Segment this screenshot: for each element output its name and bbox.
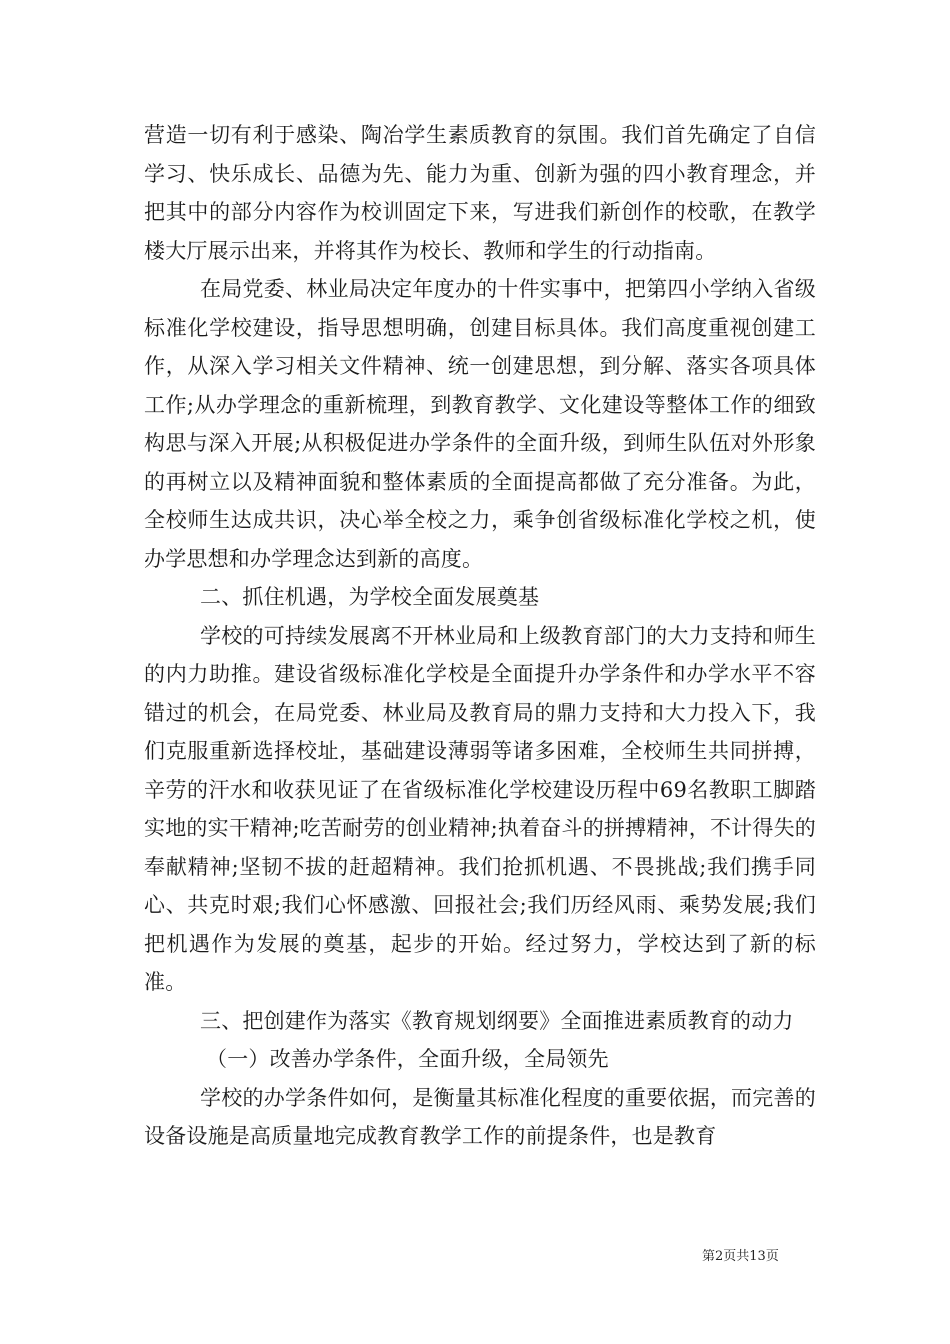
subsection-heading-1: （一）改善办学条件，全面升级，全局领先 (206, 1047, 609, 1071)
section-heading-3: 三、把创建作为落实《教育规划纲要》全面推进素质教育的动力 (200, 1008, 794, 1033)
page-number-footer: 第2页共13页 (702, 1249, 779, 1264)
section-heading-2: 二、抓住机遇，为学校全面发展奠基 (200, 585, 540, 609)
paragraph-7: 学校的办学条件如何，是衡量其标准化程度的重要依据，而完善的设备设施是高质量地完成教育教学工作的前提条件，也是教育 (144, 1085, 816, 1148)
document-body (144, 116, 816, 1156)
paragraph-2: 在局党委、林业局决定年度办的十件实事中，把第四小学纳入省级标准化学校建设，指导思想明确，创建目标具体。我们高度重视创建工作，从深入学习相关文件精神、统一创建思想，到分解、落实各项具体工作;从办学理念的重新梳理，到教育教学、文化建设等整体工作的细致构思与深入开展;从积极促进办学条件的全面升级，到师生队伍对外形象的再树立以及精神面貌和整体素质的全面提高都做了充分准备。为此，全校师生达成共识，决心举全校之力，乘争创省级标准化学校之机，使办学思想和办学理念达到新的高度。 (144, 277, 816, 571)
paragraph-4: 学校的可持续发展离不开林业局和上级教育部门的大力支持和师生的内力助推。建设省级标准化学校是全面提升办学条件和办学水平不容错过的机会，在局党委、林业局及教育局的鼎力支持和大力投入下，我们克服重新选择校址，基础建设薄弱等诸多困难，全校师生共同拼搏，辛劳的汗水和收获见证了在省级标准化学校建设历程中69名教职工脚踏实地的实干精神;吃苦耐劳的创业精神;执着奋斗的拼搏精神，不计得失的奉献精神;坚韧不拔的赶超精神。我们抢抓机遇、不畏挑战;我们携手同心、共克时艰;我们心怀感激、回报社会;我们历经风雨、乘势发展;我们把机遇作为发展的奠基，起步的开始。经过努力，学校达到了新的标准。 (144, 623, 816, 994)
paragraph-1: 营造一切有利于感染、陶冶学生素质教育的氛围。我们首先确定了自信学习、快乐成长、品德为先、能力为重、创新为强的四小教育理念，并把其中的部分内容作为校训固定下来，写进我们新创作的校歌，在教学楼大厅展示出来，并将其作为校长、教师和学生的行动指南。 (144, 123, 816, 263)
